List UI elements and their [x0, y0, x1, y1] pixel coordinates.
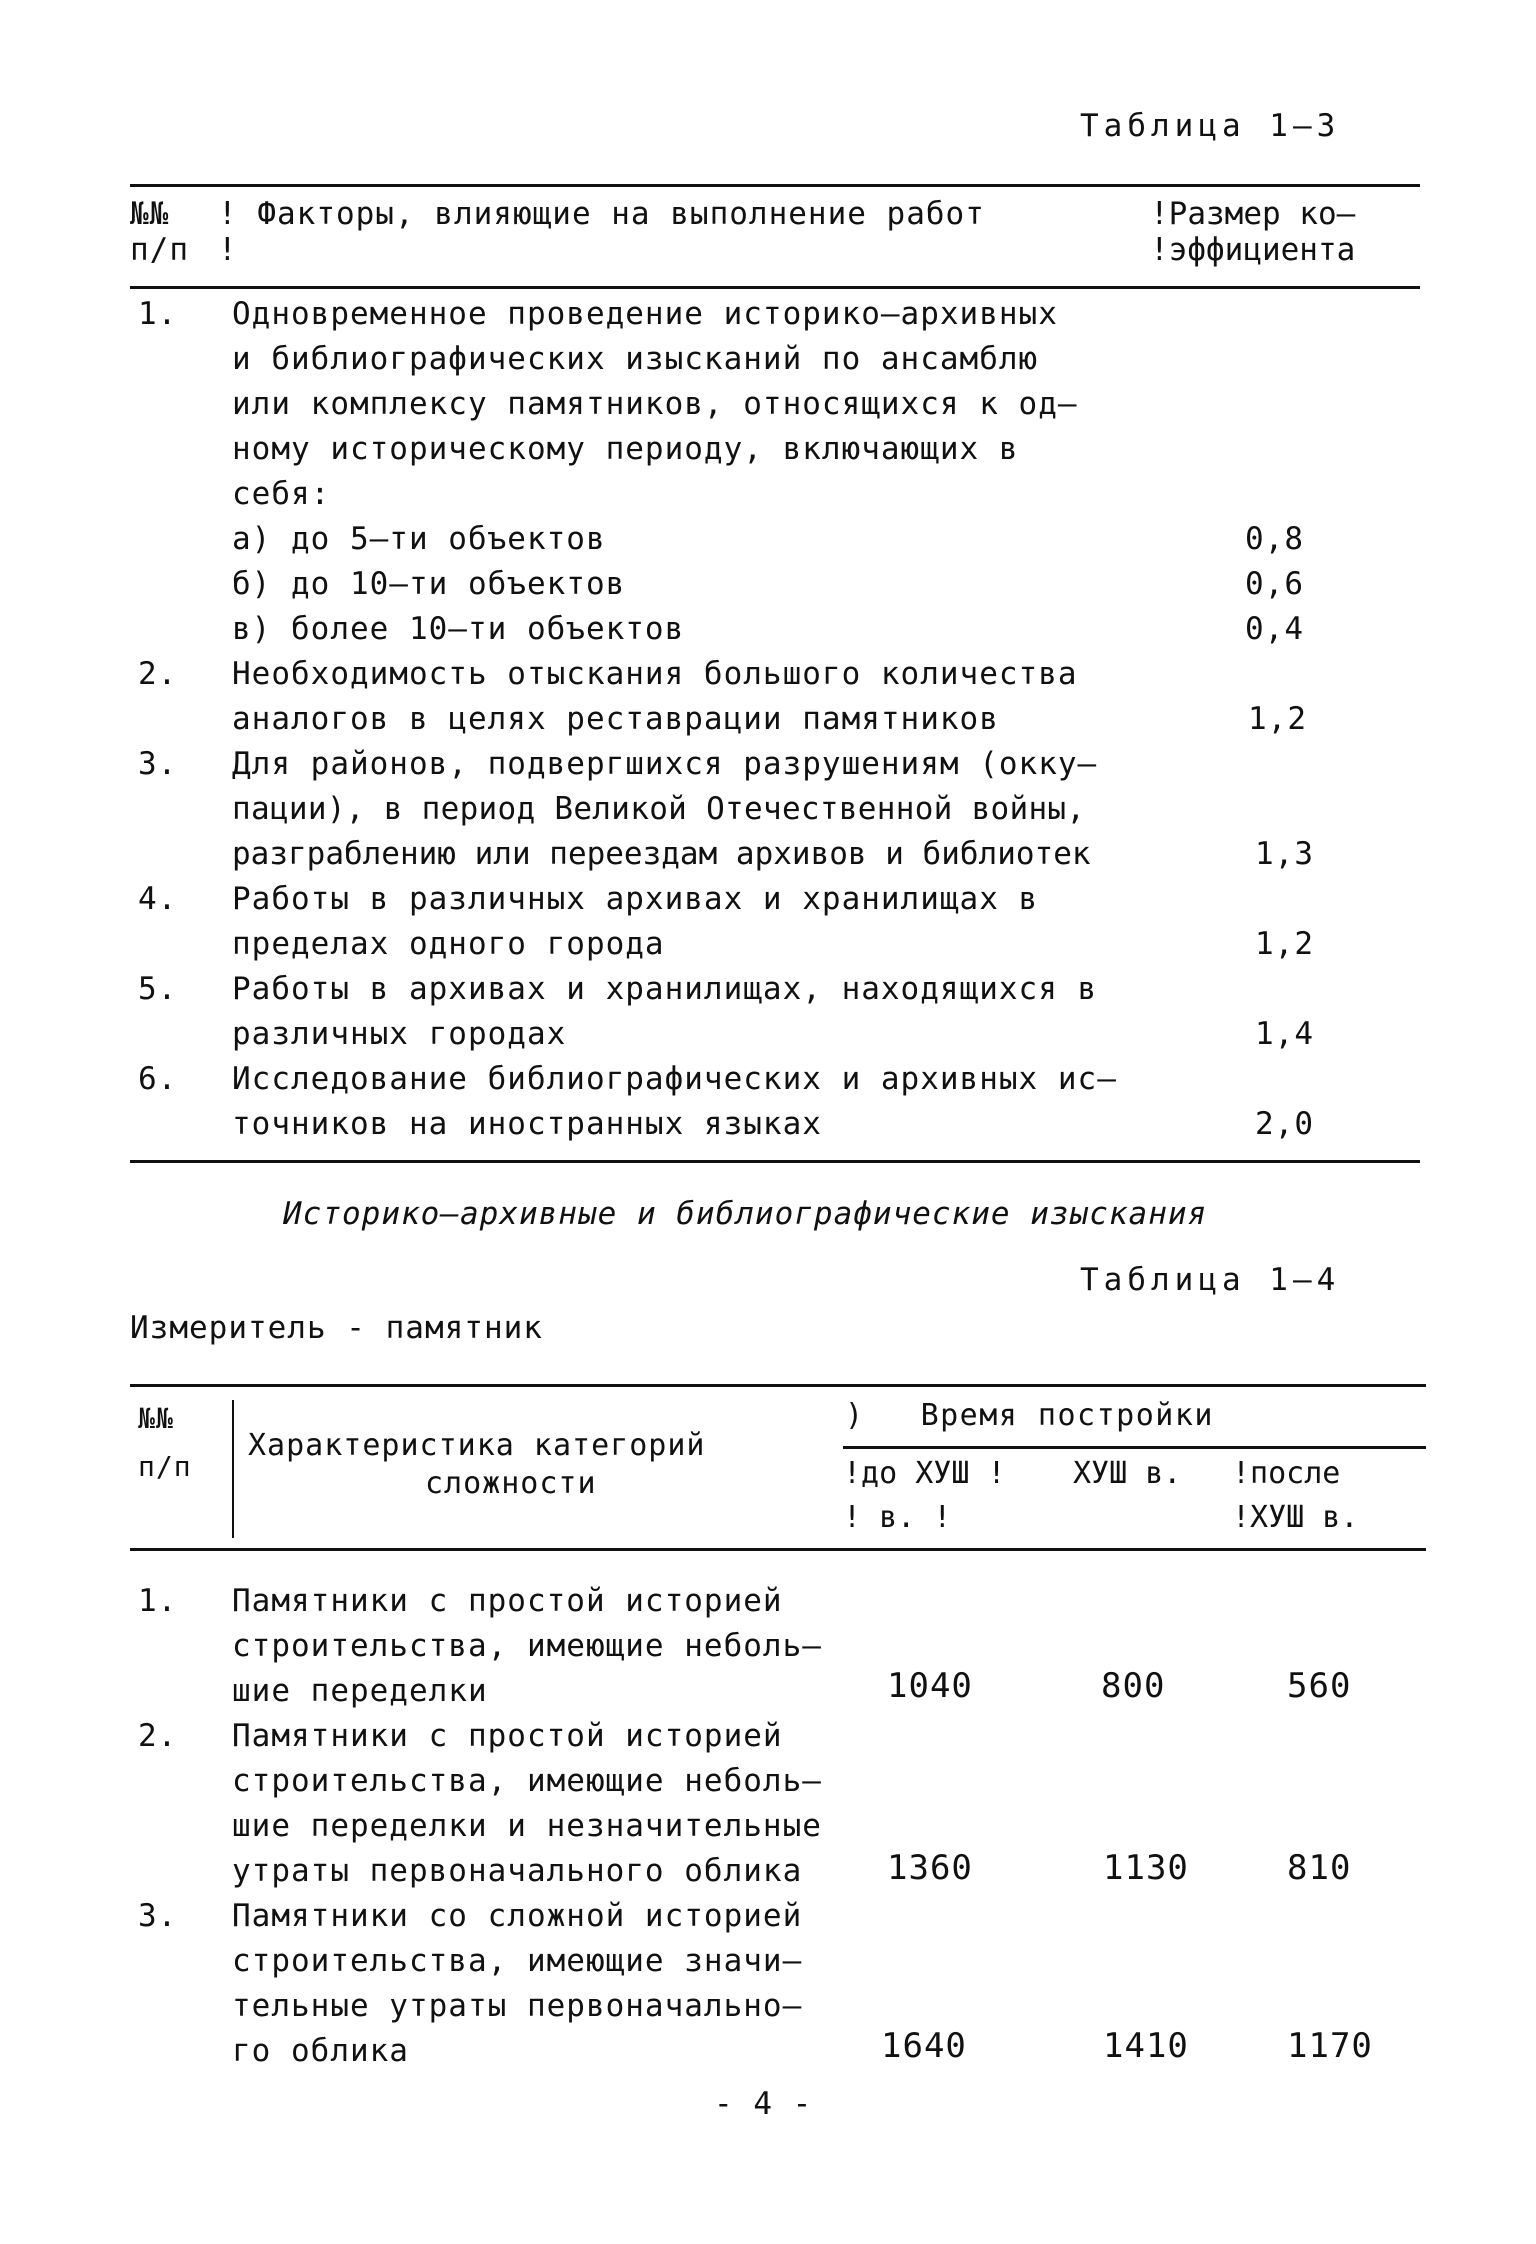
row-text: б) до 10–ти объектов — [232, 566, 626, 602]
row-text: Памятники со сложной историей — [232, 1898, 803, 1934]
cell-after-18c: 810 — [1287, 1848, 1352, 1888]
row-number: 6. — [138, 1061, 178, 1097]
col-header-after-18c: !после — [1232, 1456, 1341, 1491]
col-header-num: №№ — [138, 1402, 174, 1435]
row-value: 1,4 — [1255, 1016, 1314, 1052]
col-header-after-18c: !ХУШ в. — [1232, 1500, 1359, 1535]
col-header-num: п/п — [130, 232, 189, 268]
row-text: а) до 5–ти объектов — [232, 521, 606, 557]
row-text: Памятники с простой историей — [232, 1583, 783, 1619]
row-value: 1,2 — [1248, 701, 1307, 737]
col-header-size: !Размер ко– — [1150, 196, 1356, 232]
row-text: Памятники с простой историей — [232, 1718, 783, 1754]
row-text: в) более 10–ти объектов — [232, 611, 685, 647]
col-header-num: №№ — [130, 196, 170, 232]
col-header-num: п/п — [138, 1450, 192, 1483]
col-header-size: !эффициента — [1150, 232, 1356, 268]
row-value: 0,8 — [1245, 521, 1304, 557]
column-divider — [232, 1400, 234, 1538]
time-group-rule — [843, 1446, 1426, 1449]
table-bottom-rule — [130, 1160, 1420, 1163]
row-number: 4. — [138, 881, 178, 917]
cell-18c: 800 — [1101, 1666, 1166, 1706]
col-header-characteristic: сложности — [425, 1466, 597, 1501]
row-number: 2. — [138, 656, 178, 692]
row-text: Необходимость отыскания большого количества — [232, 656, 1078, 692]
row-text: утраты первоначального облика — [232, 1853, 803, 1889]
row-text: ному историческому периоду, включающих в — [232, 431, 1019, 467]
row-number: 5. — [138, 971, 178, 1007]
row-text: Одновременное проведение историко–архивных — [232, 296, 1058, 332]
row-text: тельные утраты первоначально– — [232, 1988, 803, 2024]
cell-before-18c: 1360 — [887, 1848, 973, 1888]
row-text: Для районов, подвергшихся разрушениям (окку– — [232, 746, 1098, 782]
row-number: 3. — [138, 1898, 178, 1934]
col-header-before-18c: !до ХУШ ! — [843, 1456, 1006, 1491]
col-header-characteristic: Характеристика категорий — [248, 1428, 706, 1463]
row-number: 3. — [138, 746, 178, 782]
row-text: строительства, имеющие неболь– — [232, 1763, 822, 1799]
table-top-rule — [130, 1384, 1426, 1387]
col-header-18c: ХУШ в. — [1073, 1456, 1182, 1491]
table-caption: Таблица 1–4 — [1080, 1262, 1341, 1298]
section-title: Историко–архивные и библиографические изыскания — [283, 1196, 1208, 1232]
row-value: 1,3 — [1255, 836, 1314, 872]
page-number: - 4 - — [714, 2086, 813, 2122]
col-header-factors: ! — [218, 232, 238, 268]
row-text: аналогов в целях реставрации памятников — [232, 701, 999, 737]
row-value: 2,0 — [1255, 1106, 1314, 1142]
cell-before-18c: 1640 — [881, 2026, 967, 2066]
row-text: пределах одного города — [232, 926, 665, 962]
row-text: различных городах — [232, 1016, 567, 1052]
cell-18c: 1410 — [1103, 2026, 1189, 2066]
time-group-label: Время постройки — [920, 1398, 1214, 1433]
row-number: 1. — [138, 296, 178, 332]
cell-after-18c: 1170 — [1287, 2026, 1373, 2066]
row-value: 0,4 — [1245, 611, 1304, 647]
col-header-time-group: ) Время постройки — [845, 1398, 1214, 1433]
cell-18c: 1130 — [1103, 1848, 1189, 1888]
header-bottom-rule — [130, 286, 1420, 289]
table-top-rule — [130, 184, 1420, 187]
row-text: или комплексу памятников, относящихся к од– — [232, 386, 1078, 422]
row-text: Работы в архивах и хранилищах, находящихся в — [232, 971, 1098, 1007]
table-caption: Таблица 1–3 — [1080, 108, 1341, 144]
measure-label: Измеритель - памятник — [130, 1310, 543, 1346]
row-text: себя: — [232, 476, 331, 512]
row-value: 0,6 — [1245, 566, 1304, 602]
row-text: и библиографических изысканий по ансамблю — [232, 341, 1039, 377]
row-text: разграблению или переездам архивов и библиотек — [232, 836, 1091, 872]
row-text: Исследование библиографических и архивных ис– — [232, 1061, 1117, 1097]
row-text: строительства, имеющие значи– — [232, 1943, 803, 1979]
cell-before-18c: 1040 — [887, 1666, 973, 1706]
row-text: го облика — [232, 2033, 409, 2069]
col-header-factors: ! Факторы, влияющие на выполнение работ — [218, 196, 985, 232]
row-text: строительства, имеющие неболь– — [232, 1628, 822, 1664]
row-text: точников на иностранных языках — [232, 1106, 822, 1142]
col-header-before-18c: ! в. ! — [843, 1500, 952, 1535]
cell-after-18c: 560 — [1287, 1666, 1352, 1706]
row-number: 2. — [138, 1718, 178, 1754]
row-text: шие переделки и незначительные — [232, 1808, 822, 1844]
row-text: пации), в период Великой Отечественной войны, — [232, 791, 1086, 827]
row-text: шие переделки — [232, 1673, 488, 1709]
header-bottom-rule — [130, 1548, 1426, 1551]
row-value: 1,2 — [1255, 926, 1314, 962]
row-text: Работы в различных архивах и хранилищах в — [232, 881, 1039, 917]
row-number: 1. — [138, 1583, 178, 1619]
